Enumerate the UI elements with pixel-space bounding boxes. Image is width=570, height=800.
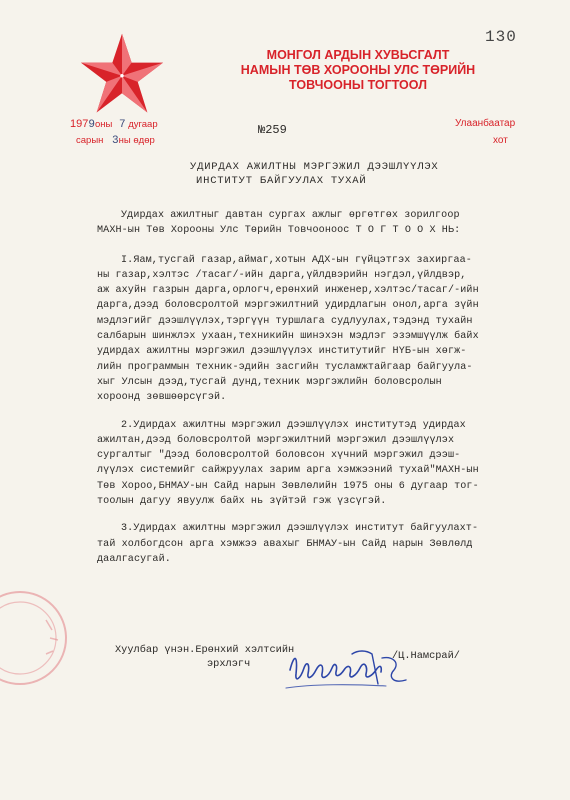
item-1-line: ны газар,хэлтэс /тасаг/-ийн дарга,үйлдвэрийн нэгдэл,үйлдвэр,	[97, 269, 467, 281]
date-day-value: 3	[112, 135, 119, 147]
subject-line-2: ИНСТИТУТ БАЙГУУЛАХ ТУХАЙ	[196, 175, 367, 187]
date-day-suffix: ны өдөр	[118, 135, 155, 146]
item-1-line: салбарын шинжлэх ухаан,техникийн шинэхэн мэдлэг эзэмшүүлж байх	[97, 331, 479, 343]
certification-block	[115, 643, 294, 671]
document-subject	[190, 160, 490, 188]
preamble-line: Удирдах ажилтныг давтан сургах ажлыг өргөтгөх зорилгоор	[121, 210, 460, 221]
item-2-line: ажилтан,дээд боловсролтой мэргэжилтний мэргэжил дээшлүүлэх	[97, 434, 455, 446]
item-1-line: I.Яам,тусгай газар,аймаг,хотын АДХ-ын гүйцэтгэх захиргаа-	[121, 254, 472, 266]
letterhead-title	[208, 48, 508, 93]
date-day-line	[76, 135, 155, 147]
place-city-suffix: хот	[493, 135, 508, 146]
item-1-line: аж ахуйн газрын дарга,орлогч,ерөнхий инженер,хэлтэс/тасаг/-ийн	[97, 285, 479, 297]
item-2-line: лүүлэх системийг сайжруулах зарим арга хэмжээний тухай"МАХН-ын	[97, 465, 479, 477]
date-century-prefix: 197	[70, 118, 89, 130]
stamp-mark-icon	[0, 580, 78, 690]
item-1-line: мэдлэгийг дээшлүүлэх,тэргүүн туршлага судлуулах,тэдэнд тухайн	[97, 315, 473, 327]
item-3-line: 3.Удирдах ажилтны мэргэжил дээшлүүлэх институт байгуулахт-	[121, 523, 479, 535]
place-city: Улаанбаатар	[455, 118, 516, 129]
date-year-suffix: оны	[94, 119, 113, 130]
page-number: 130	[485, 28, 517, 46]
certifier-role-line-1: Хуулбар үнэн.Ерөнхий хэлтсийн	[115, 644, 295, 656]
item-2-line: 2.Удирдах ажилтны мэргэжил дээшлүүлэх институтэд удирдах	[121, 419, 466, 431]
letterhead-line-2: НАМЫН ТӨВ ХОРООНЫ УЛС ТӨРИЙН	[240, 63, 476, 77]
item-1-line: дарга,дээд боловсролтой мэргэжилтний удирдлагын онол,арга зүйн	[97, 300, 479, 312]
date-month-value: 7	[118, 119, 126, 131]
item-3-line: тай холбогдсон арга хэмжээ авахыг БНМАУ-ын Сайд нарын Зөвлөлд	[97, 538, 473, 550]
resolution-body	[97, 208, 535, 567]
red-star-emblem-icon	[78, 32, 166, 116]
date-month-suffix: дугаар	[128, 119, 158, 130]
item-3-line: даалгасугай.	[97, 553, 171, 565]
handwritten-signature-icon	[282, 640, 412, 700]
signer-name: /Ц.Намсрай/	[392, 650, 460, 662]
date-month-prefix: сарын	[76, 135, 104, 146]
certifier-role-line-2: эрхлэгч	[207, 658, 251, 670]
item-1-line: хороонд зөвшөөрсүгэй.	[97, 392, 227, 404]
document-number: №259	[258, 123, 287, 137]
item-1-line: хыг Улсын дээд,тусгай дунд,техник мэргэжлийн боловсролын	[97, 376, 442, 388]
item-2-line: тоолын дагуу явуулж байх нь зүйтэй гэж үзсүгэй.	[97, 496, 387, 508]
item-2-line: Төв Хороо,БНМАУ-ын Сайд нарын Зөвлөлийн 1975 оны 6 дугаар тог-	[97, 480, 479, 492]
item-2-line: сургалтыг "Дээд боловсролтой боловсон хүчний мэргэжил дээш-	[97, 450, 461, 462]
item-1-line: лийн программын техник-эдийн засгийн тусламжтайгаар байгуула-	[97, 361, 473, 373]
preamble-line: МАХН-ын Төв Хорооны Улс Төрийн Товчооноос Т О Г Т О О Х НЬ:	[97, 225, 461, 237]
date-year-line	[70, 118, 158, 131]
letterhead-line-1: МОНГОЛ АРДЫН ХУВЬСГАЛТ	[266, 48, 450, 62]
subject-line-1: УДИРДАХ АЖИЛТНЫ МЭРГЭЖИЛ ДЭЭШЛҮҮЛЭХ	[190, 161, 439, 173]
letterhead-line-3: ТОВЧООНЫ ТОГТООЛ	[289, 78, 427, 92]
date-year-digit: 9	[88, 119, 95, 131]
item-1-line: удирдах ажилтны мэргэжил дээшлүүлэх институтийг НҮБ-ын хөгж-	[97, 346, 467, 358]
